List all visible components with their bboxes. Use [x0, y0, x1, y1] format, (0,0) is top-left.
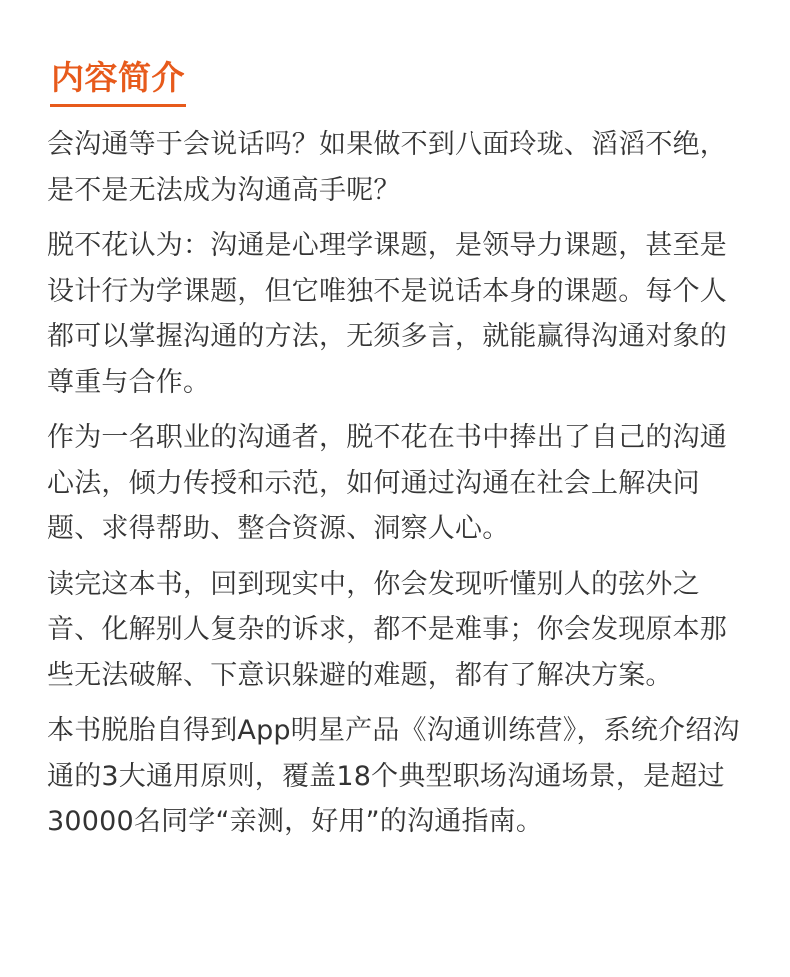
introduction-paragraph: 本书脱胎自得到App明星产品《沟通训练营》，系统介绍沟通的3大通用原则，覆盖18个典型职场沟通场景，是超过30000名同学“亲测，好用”的沟通指南。	[47, 715, 740, 837]
introduction-content	[47, 122, 744, 845]
introduction-paragraph: 读完这本书，回到现实中，你会发现听懂别人的弦外之音、化解别人复杂的诉求，都不是难事；你会发现原本那些无法破解、下意识躲避的难题，都有了解决方案。	[47, 568, 727, 691]
section-title: 内容简介	[50, 57, 186, 107]
introduction-paragraph: 作为一名职业的沟通者，脱不花在书中捧出了自己的沟通心法，倾力传授和示范，如何通过沟通在社会上解决问题、求得帮助、整合资源、洞察人心。	[47, 422, 727, 544]
introduction-paragraph: 脱不花认为：沟通是心理学课题，是领导力课题，甚至是设计行为学课题，但它唯独不是说话本身的课题。每个人都可以掌握沟通的方法，无须多言，就能赢得沟通对象的尊重与合作。	[47, 230, 727, 398]
introduction-paragraph: 会沟通等于会说话吗？如果做不到八面玲珑、滔滔不绝，是不是无法成为沟通高手呢？	[47, 129, 727, 206]
